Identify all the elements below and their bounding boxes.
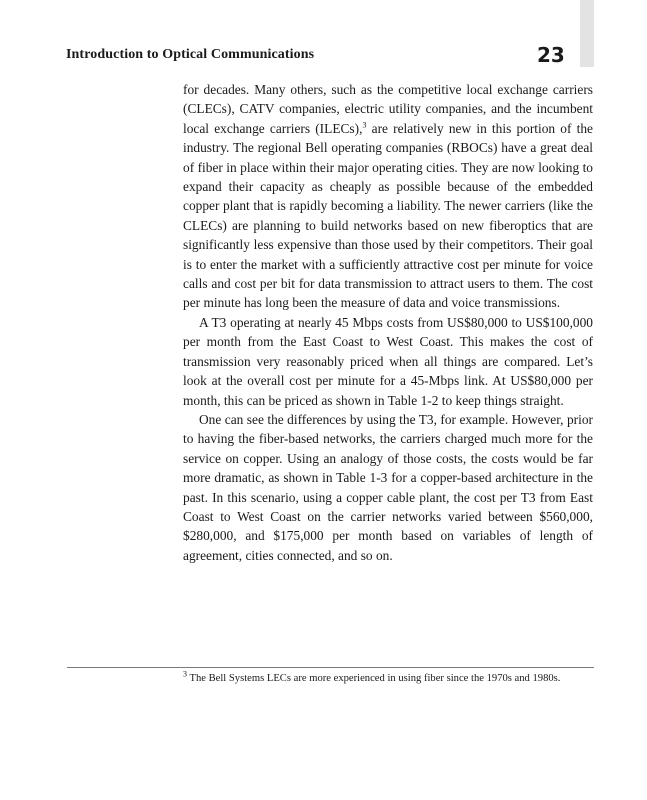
running-head-title: Introduction to Optical Communications bbox=[66, 47, 315, 62]
paragraph-3: One can see the differences by using the T3, for example. However, prior to having the fiber-based networks, the carriers charged much more for the service on copper. Using an analogy of those costs, the costs would be far more dramatic, as shown in Table 1-3 for a copper-based architecture in the past. In this scenario, using a copper cable plant, the cost per T3 from East Coast to West Coast on the carrier networks varied between $560,000, $280,000, and $175,000 per month based on variables of length of agreement, cities connected, and so on. bbox=[183, 411, 593, 563]
footnote-text: The Bell Systems LECs are more experienced in using fiber since the 1970s and 1980s. bbox=[189, 673, 561, 684]
body-text bbox=[183, 80, 593, 565]
footnote-marker: 3 bbox=[183, 669, 187, 679]
footnote-divider bbox=[67, 667, 594, 668]
paragraph-1 bbox=[183, 80, 593, 313]
page-number: 23 bbox=[537, 43, 565, 67]
paragraph-2: A T3 operating at nearly 45 Mbps costs from US$80,000 to US$100,000 per month from the East Coast to West Coast. This makes the cost of transmission very reasonably priced when all things are compared. Let’s look at the overall cost per minute for a 45-Mbps link. At US$80,000 per month, this can be priced as shown in Table 1-2 to keep things straight. bbox=[183, 314, 593, 408]
footnote bbox=[183, 669, 593, 686]
page-edge-tab bbox=[580, 0, 594, 67]
paragraph-1-text-a: for decades. Many others, such as the competitive local exchange carriers (CLECs), CATV companies, electric utility companies, and the incumbent local exchange carriers (ILECs), bbox=[183, 82, 593, 136]
footnote-reference: 3 bbox=[362, 120, 367, 130]
paragraph-1-text-b: are relatively new in this portion of the industry. The regional Bell operating companies (RBOCs) have a great deal of fiber in place within their major operating cities. They are now looking to expand their capacity as cheaply as possible because of the embedded copper plant that is rapidly becoming a liability. The newer carriers (like the CLECs) are planning to build networks based on new fiberoptics that are significantly less expensive than those used by their competitors. Their goal is to enter the market with a sufficiently attractive cost per minute for voice calls and cost per bit for data transmission to attract users to them. The cost per minute has long been the measure of data and voice transmissions. bbox=[183, 120, 593, 311]
